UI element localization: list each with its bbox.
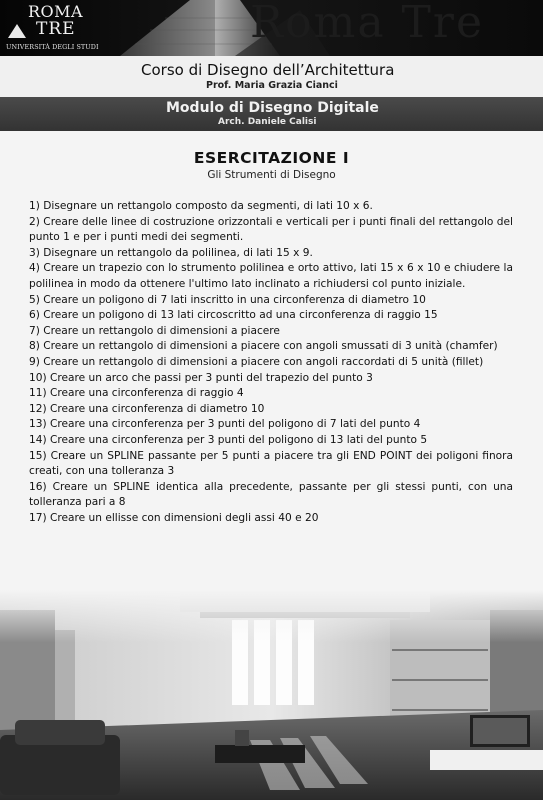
header-banner bbox=[0, 0, 543, 56]
exercise-item: 6) Creare un poligono di 13 lati circoscritto ad una circonferenza di raggio 15 bbox=[29, 309, 438, 322]
exercise-subtitle: Gli Strumenti di Disegno bbox=[207, 169, 336, 181]
exercise-item: 8) Creare un rettangolo di dimensioni a piacere con angoli smussati di 3 unità (chamfer) bbox=[29, 340, 498, 353]
exercise-item: 1) Disegnare un rettangolo composto da segmenti, di lati 10 x 6. bbox=[29, 200, 373, 212]
course-header bbox=[0, 56, 543, 98]
exercise-title: ESERCITAZIONE I bbox=[193, 149, 350, 167]
watermark-text: Roma Tre bbox=[250, 0, 484, 48]
course-professor: Prof. Maria Grazia Cianci bbox=[206, 80, 338, 91]
exercise-item: 13) Creare una circonferenza per 3 punti del poligono di 7 lati del punto 4 bbox=[29, 418, 421, 431]
module-band bbox=[0, 97, 543, 131]
module-title: Modulo di Disegno Digitale bbox=[166, 100, 379, 116]
exercise-item: 17) Creare un ellisse con dimensioni degli assi 40 e 20 bbox=[29, 511, 319, 524]
exercise-item: 15) Creare un SPLINE passante per 5 punti a piacere tra gli END POINT dei poligoni finora creati, con una tolleranza 3 bbox=[29, 449, 513, 478]
logo-roma-text: ROMA bbox=[28, 2, 84, 21]
course-title: Corso di Disegno dell’Architettura bbox=[141, 61, 395, 79]
exercise-list bbox=[29, 199, 513, 526]
exercise-item: 11) Creare una circonferenza di raggio 4 bbox=[29, 387, 244, 400]
logo-university-text: UNIVERSITÀ DEGLI STUDI bbox=[6, 43, 99, 51]
exercise-item: 12) Creare una circonferenza di diametro 10 bbox=[29, 402, 265, 415]
exercise-item: 2) Creare delle linee di costruzione orizzontali e verticali per i punti finali del rettangolo del punto 1 e per i punti medi dei segmenti. bbox=[29, 215, 513, 244]
university-logo bbox=[4, 2, 102, 54]
exercise-item: 7) Creare un rettangolo di dimensioni a piacere bbox=[29, 324, 280, 337]
exercise-item: 16) Creare un SPLINE identica alla precedente, passante per gli stessi punti, con una tolleranza pari a 8 bbox=[29, 480, 513, 509]
logo-tre-text: TRE bbox=[36, 19, 76, 39]
exercise-item: 3) Disegnare un rettangolo da polilinea, di lati 15 x 9. bbox=[29, 246, 313, 259]
logo-triangle-icon bbox=[8, 24, 26, 38]
exercise-item: 14) Creare una circonferenza per 3 punti del poligono di 13 lati del punto 5 bbox=[29, 433, 428, 446]
exercise-item: 10) Creare un arco che passi per 3 punti del trapezio del punto 3 bbox=[29, 371, 373, 384]
exercise-item: 5) Creare un poligono di 7 lati inscritto in una circonferenza di diametro 10 bbox=[29, 293, 426, 306]
interior-render-image bbox=[0, 590, 543, 800]
exercise-item: 4) Creare un trapezio con lo strumento polilinea e orto attivo, lati 15 x 6 x 10 e chiudere la polilinea in modo da ottenere l'ultimo lato inclinato a richiudersi col punto iniziale. bbox=[29, 262, 513, 290]
exercise-item: 9) Creare un rettangolo di dimensioni a piacere con angoli raccordati di 5 unità (fillet) bbox=[29, 355, 484, 368]
module-architect: Arch. Daniele Calisi bbox=[218, 117, 317, 127]
